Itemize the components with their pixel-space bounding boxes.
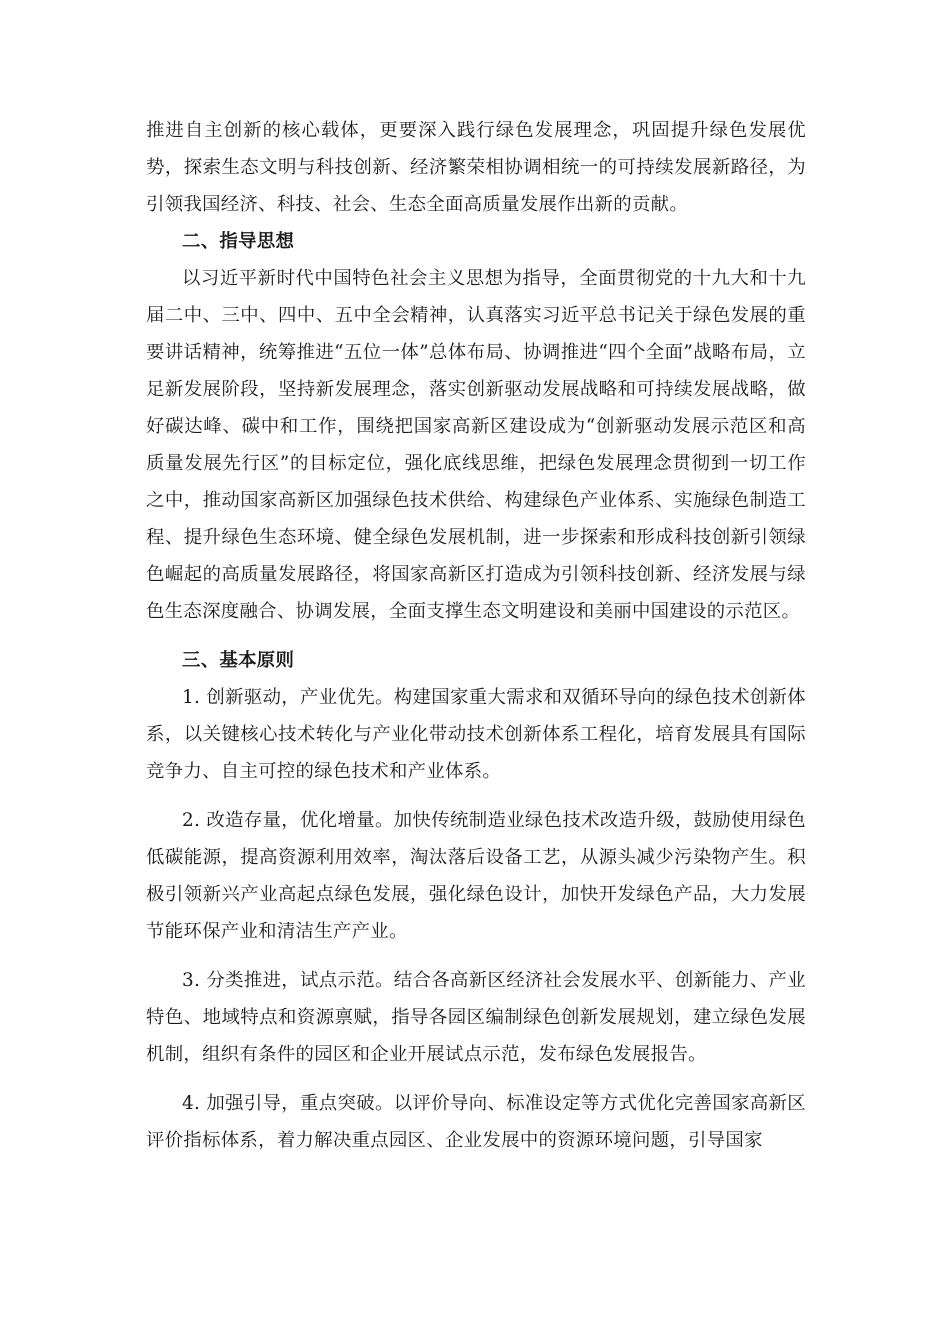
section-heading-basic-principles: 三、基本原则 <box>182 650 295 671</box>
principle-1: 1. 创新驱动，产业优先。构建国家重大需求和双循环导向的绿色技术创新体系，以关键核心技术转化与产业化带动技术创新体系工程化，培育发展具有国际竞争力、自主可控的绿色技术和产业体系。 <box>146 687 806 782</box>
intro-paragraph: 推进自主创新的核心载体，更要深入践行绿色发展理念，巩固提升绿色发展优势，探索生态文明与科技创新、经济繁荣相协调相统一的可持续发展新路径，为引领我国经济、科技、社会、生态全面高质量发展作出新的贡献。 <box>146 120 806 215</box>
spacer <box>146 950 806 962</box>
document-body <box>146 112 806 1159</box>
principle-4: 4. 加强引导，重点突破。以评价导向、标准设定等方式优化完善国家高新区评价指标体系，着力解决重点园区、企业发展中的资源环境问题，引导国家 <box>146 1093 806 1151</box>
guiding-ideology-paragraph: 以习近平新时代中国特色社会主义思想为指导，全面贯彻党的十九大和十九届二中、三中、四中、五中全会精神，认真落实习近平总书记关于绿色发展的重要讲话精神，统筹推进“五位一体”总体布局、协调推进“四个全面”战略布局，立足新发展阶段，坚持新发展理念，落实创新驱动发展战略和可持续发展战略，做好碳达峰、碳中和工作，围绕把国家高新区建设成为“创新驱动发展示范区和高质量发展先行区”的目标定位，强化底线思维，把绿色发展理念贯彻到一切工作之中，推动国家高新区加强绿色技术供给、构建绿色产业体系、实施绿色制造工程、提升绿色生态环境、健全绿色发展机制，进一步探索和形成科技创新引领绿色崛起的高质量发展路径，将国家高新区打造成为引领科技创新、经济发展与绿色生态深度融合、协调发展，全面支撑生态文明建设和美丽中国建设的示范区。 <box>146 268 806 622</box>
spacer <box>146 790 806 802</box>
principle-3: 3. 分类推进，试点示范。结合各高新区经济社会发展水平、创新能力、产业特色、地域特点和资源禀赋，指导各园区编制绿色创新发展规划，建立绿色发展机制，组织有条件的园区和企业开展试点示范，发布绿色发展报告。 <box>146 970 806 1065</box>
principle-2: 2. 改造存量，优化增量。加快传统制造业绿色技术改造升级，鼓励使用绿色低碳能源，提高资源利用效率，淘汰落后设备工艺，从源头减少污染物产生。积极引领新兴产业高起点绿色发展，强化绿色设计，加快开发绿色产品，大力发展节能环保产业和清洁生产产业。 <box>146 810 806 942</box>
spacer <box>146 630 806 642</box>
section-heading-guiding-ideology: 二、指导思想 <box>182 231 295 252</box>
spacer <box>146 1073 806 1085</box>
